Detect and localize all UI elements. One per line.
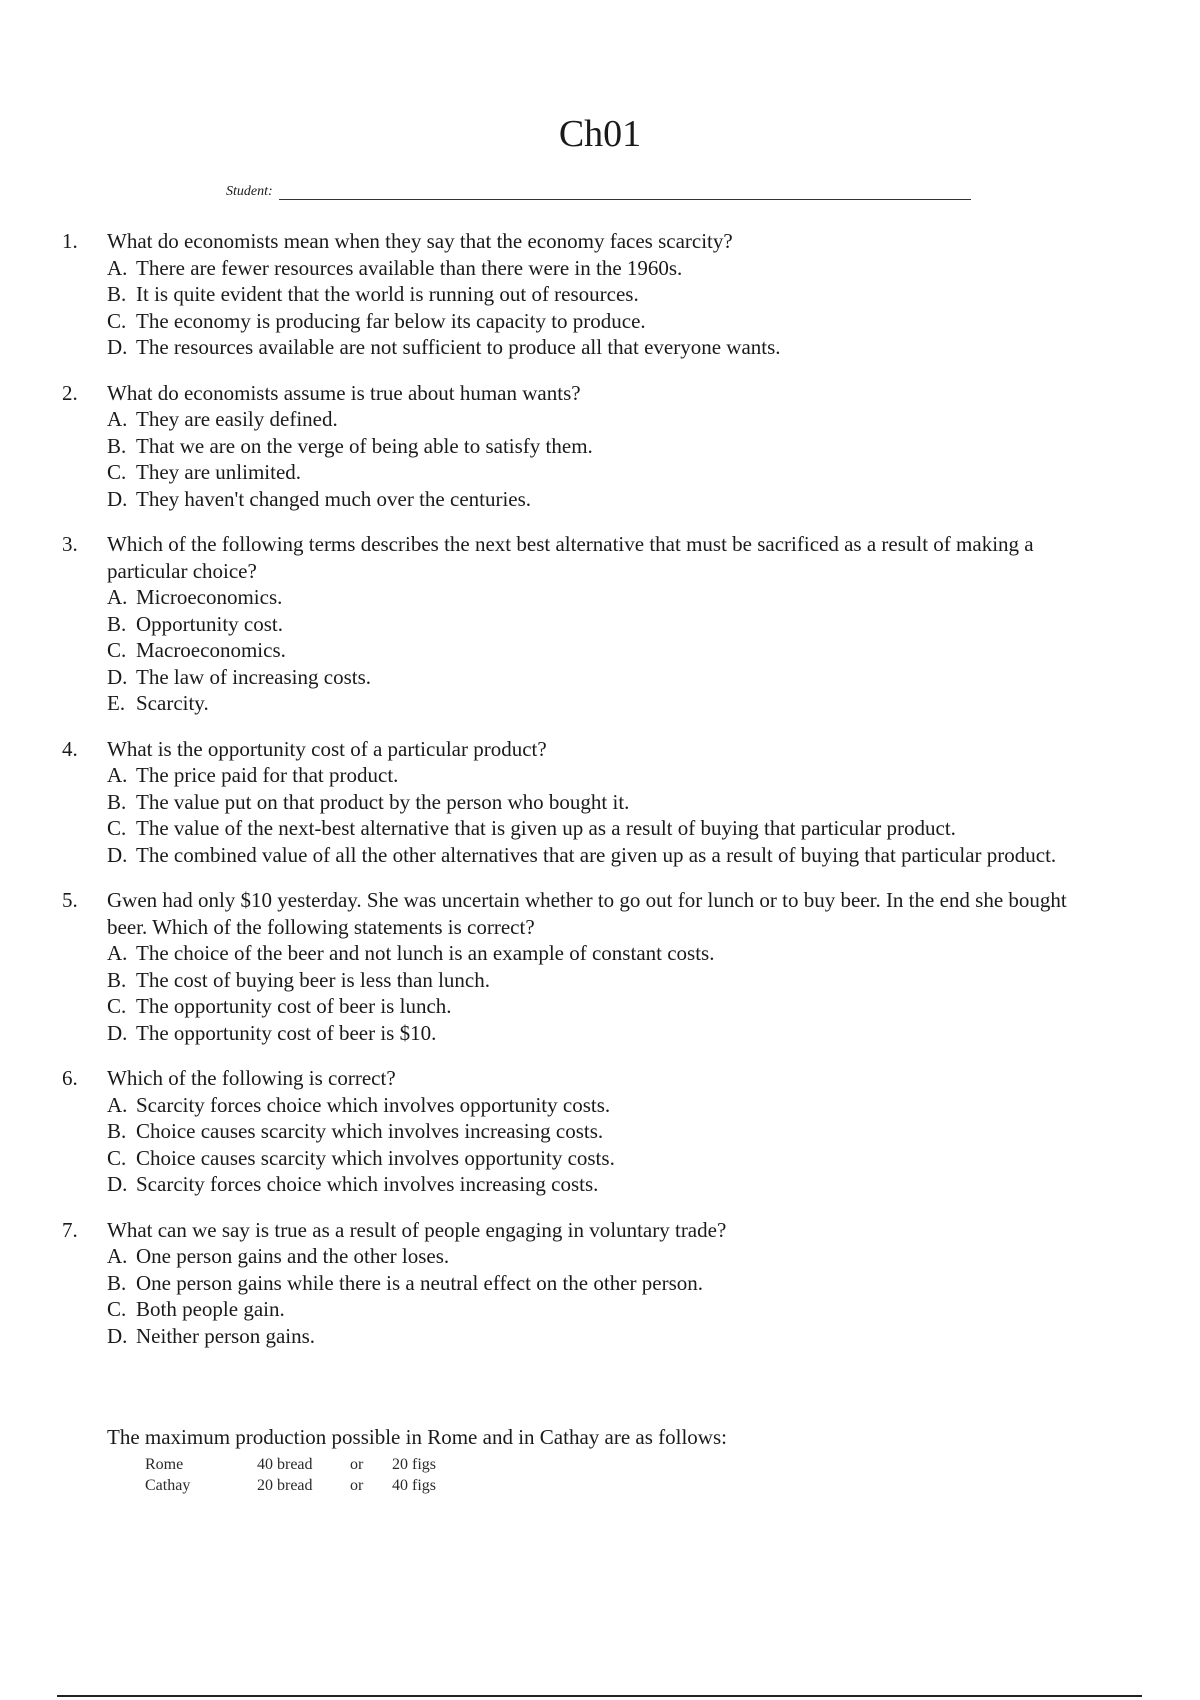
option-text: Macroeconomics. <box>136 638 286 662</box>
option-letter: B. <box>107 433 127 458</box>
option-text: Both people gain. <box>136 1297 285 1321</box>
option-letter: C. <box>107 816 127 840</box>
footer-divider <box>57 1695 1142 1697</box>
option-text: The resources available are not sufficient to produce all that everyone wants. <box>136 335 781 359</box>
option-letter: B. <box>107 789 127 814</box>
option-a <box>107 940 1112 967</box>
option-b <box>107 433 1112 460</box>
option-c <box>107 1296 1112 1323</box>
option-text: The value of the next-best alternative that is given up as a result of buying that particular product. <box>136 816 956 840</box>
option-a <box>107 1092 1112 1119</box>
option-text: Opportunity cost. <box>136 611 283 636</box>
option-b <box>107 967 1112 994</box>
option-text: One person gains while there is a neutral effect on the other person. <box>136 1270 703 1295</box>
option-a <box>107 255 1112 282</box>
question-text: Which of the following is correct? <box>107 1066 396 1090</box>
bread-cell: 40 bread <box>257 1456 313 1473</box>
student-name-row <box>226 184 971 200</box>
option-a <box>107 584 1112 611</box>
table-row <box>145 1477 452 1498</box>
question-4 <box>62 736 1112 869</box>
or-cell: or <box>350 1456 364 1473</box>
question-2 <box>62 380 1112 513</box>
production-table <box>145 1456 452 1498</box>
option-letter: D. <box>107 1020 128 1045</box>
option-d <box>107 334 1112 361</box>
option-letter: E. <box>107 691 126 715</box>
option-letter: D. <box>107 335 128 359</box>
option-text: The price paid for that product. <box>136 763 399 787</box>
question-number: 6. <box>62 1066 78 1090</box>
option-letter: C. <box>107 994 127 1018</box>
option-b <box>107 789 1112 816</box>
option-text: Choice causes scarcity which involves opportunity costs. <box>136 1145 615 1170</box>
option-d <box>107 1323 1112 1350</box>
option-letter: B. <box>107 1270 127 1295</box>
option-text: They are unlimited. <box>136 460 302 484</box>
option-letter: D. <box>107 1323 128 1348</box>
option-text: The value put on that product by the person who bought it. <box>136 789 630 814</box>
option-text: It is quite evident that the world is running out of resources. <box>136 282 639 306</box>
option-letter: A. <box>107 1092 128 1117</box>
option-text: The economy is producing far below its capacity to produce. <box>136 308 646 333</box>
option-c <box>107 993 1112 1020</box>
option-letter: D. <box>107 842 128 867</box>
bread-cell: 20 bread <box>257 1477 313 1494</box>
option-d <box>107 842 1112 869</box>
option-b <box>107 281 1112 308</box>
option-letter: C. <box>107 1145 127 1170</box>
option-a <box>107 406 1112 433</box>
figs-cell: 40 figs <box>392 1477 436 1494</box>
figs-cell: 20 figs <box>392 1456 436 1473</box>
option-letter: A. <box>107 407 128 431</box>
question-number: 1. <box>62 229 78 253</box>
option-text: They are easily defined. <box>136 407 338 431</box>
country-cell: Cathay <box>145 1477 191 1494</box>
question-text: What is the opportunity cost of a particular product? <box>107 736 547 761</box>
option-b <box>107 1118 1112 1145</box>
question-text: What do economists mean when they say that the economy faces scarcity? <box>107 229 733 253</box>
student-name-line <box>279 185 971 200</box>
option-c <box>107 459 1112 486</box>
option-letter: B. <box>107 282 127 306</box>
option-letter: C. <box>107 460 127 484</box>
question-1 <box>62 228 1112 361</box>
option-text: There are fewer resources available than there were in the 1960s. <box>136 255 683 280</box>
option-c <box>107 637 1112 664</box>
option-text: The combined value of all the other alternatives that are given up as a result of buying that particular product. <box>136 842 1057 867</box>
option-letter: C. <box>107 308 127 333</box>
production-note: The maximum production possible in Rome and in Cathay are as follows: <box>107 1425 727 1449</box>
option-text: Choice causes scarcity which involves increasing costs. <box>136 1119 604 1143</box>
option-e <box>107 690 1112 717</box>
option-text: The law of increasing costs. <box>136 664 372 689</box>
option-text: Scarcity forces choice which involves increasing costs. <box>136 1172 599 1196</box>
question-number: 5. <box>62 888 78 912</box>
option-text: The cost of buying beer is less than lunch. <box>136 967 491 992</box>
question-5 <box>62 887 1112 1046</box>
option-text: That we are on the verge of being able to satisfy them. <box>136 433 593 458</box>
option-text: One person gains and the other loses. <box>136 1244 450 1268</box>
option-b <box>107 611 1112 638</box>
option-letter: A. <box>107 255 128 280</box>
or-cell: or <box>350 1477 364 1494</box>
question-text: What can we say is true as a result of people engaging in voluntary trade? <box>107 1217 727 1242</box>
question-number: 3. <box>62 532 78 556</box>
question-3 <box>62 531 1112 717</box>
option-a <box>107 1243 1112 1270</box>
question-7 <box>62 1217 1112 1350</box>
question-text: Which of the following terms describes the next best alternative that must be sacrificed as a result of making a particular choice? <box>107 532 1034 583</box>
option-b <box>107 1270 1112 1297</box>
option-text: The opportunity cost of beer is $10. <box>136 1020 437 1045</box>
table-row <box>145 1456 452 1477</box>
option-letter: B. <box>107 1119 127 1143</box>
question-number: 7. <box>62 1217 78 1242</box>
option-letter: D. <box>107 664 128 689</box>
option-text: The choice of the beer and not lunch is an example of constant costs. <box>136 941 715 965</box>
country-cell: Rome <box>145 1456 184 1473</box>
question-number: 2. <box>62 380 78 405</box>
option-letter: A. <box>107 1244 128 1268</box>
option-d <box>107 664 1112 691</box>
question-text: What do economists assume is true about human wants? <box>107 380 581 405</box>
option-letter: A. <box>107 763 128 787</box>
option-a <box>107 762 1112 789</box>
option-letter: C. <box>107 638 127 662</box>
option-text: Scarcity forces choice which involves opportunity costs. <box>136 1092 611 1117</box>
option-text: Microeconomics. <box>136 585 283 609</box>
page-title: Ch01 <box>558 113 642 155</box>
option-text: Scarcity. <box>136 691 209 715</box>
question-number: 4. <box>62 736 78 761</box>
question-6 <box>62 1065 1112 1198</box>
option-c <box>107 1145 1112 1172</box>
option-text: Neither person gains. <box>136 1323 316 1348</box>
option-text: They haven't changed much over the centuries. <box>136 486 532 511</box>
option-letter: B. <box>107 611 127 636</box>
option-d <box>107 1171 1112 1198</box>
option-letter: D. <box>107 1172 128 1196</box>
question-text: Gwen had only $10 yesterday. She was uncertain whether to go out for lunch or to buy beer. In the end she bought beer. Which of the following statements is correct? <box>107 888 1067 939</box>
option-d <box>107 486 1112 513</box>
option-letter: D. <box>107 486 128 511</box>
option-letter: B. <box>107 967 127 992</box>
option-c <box>107 308 1112 335</box>
student-label: Student: <box>226 184 273 199</box>
option-text: The opportunity cost of beer is lunch. <box>136 994 452 1018</box>
option-letter: C. <box>107 1297 127 1321</box>
question-list <box>62 228 1112 1368</box>
option-letter: A. <box>107 585 128 609</box>
option-d <box>107 1020 1112 1047</box>
option-c <box>107 815 1112 842</box>
option-letter: A. <box>107 941 128 965</box>
